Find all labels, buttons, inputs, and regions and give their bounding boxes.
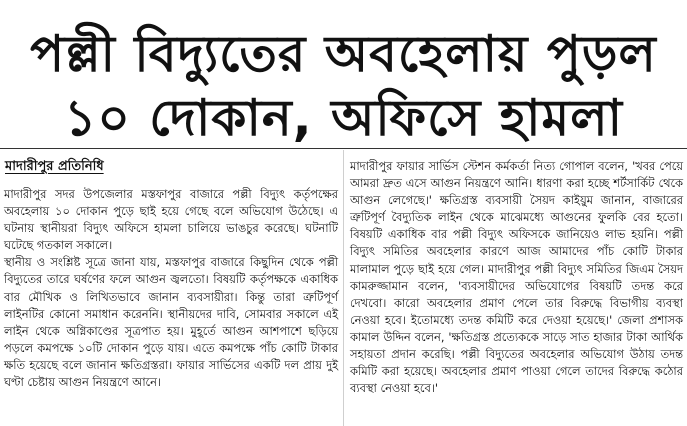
left-column — [4, 186, 338, 391]
headline-line-1: পল্লী বিদ্যুতের অবহেলায় পুড়ল — [30, 25, 657, 83]
headline-line-2: ১০ দোকান, অফিসে হামলা — [63, 89, 624, 147]
column-divider — [343, 150, 344, 426]
headline-divider — [0, 148, 687, 149]
byline: মাদারীপুর প্রতিনিধি — [5, 159, 104, 174]
right-paragraph-1: মাদারীপুর ফায়ার সার্ভিস স্টেশন কর্মকর্তা নিত্য গোপাল বলেন, 'খবর পেয়ে আমরা দ্রুত এসে আগুন নিয়ন্ত্রণে আনি। ধারণা করা হচ্ছে শর্টসার্কিট থেকে আগুন লেগেছে।' ক্ষতিগ্রস্ত ব্যবসায়ী সৈয়দ কাইয়ুম জানান, বাজারের ত্রুটিপূর্ণ বৈদ্যুতিক লাইন থেকে মাঝেমধ্যে আগুনের ফুলকি বের হতো। বিষয়টি একাধিক বার পল্লী বিদ্যুৎ অফিসকে জানিয়েও লাভ হয়নি। পল্লী বিদ্যুৎ সমিতির অবহেলার কারণে আজ আমাদের পাঁচ কোটি টাকার মালামাল পুড়ে ছাই হয়ে গেল। মাদারীপুর পল্লী বিদ্যুৎ সমিতির জিএম সৈয়দ কামরুজ্জামান বলেন, 'ব্যবসায়ীদের অভিযোগের বিষয়টি তদন্ত করে দেখবো। কারো অবহেলার প্রমাণ পেলে তার বিরুদ্ধে বিভাগীয় ব্যবস্থা নেওয়া হবে। ইতোমধ্যে তদন্ত কমিটি করে দেওয়া হয়েছে।' জেলা প্রশাসক কামাল উদ্দিন বলেন, 'ক্ষতিগ্রস্ত প্রত্যেককে সাড়ে সাত হাজার টাকা আর্থিক সহায়তা প্রদান করেছি। পল্লী বিদ্যুতের অবহেলার অভিযোগ উঠায় তদন্ত কমিটি করা হয়েছে। অবহেলার প্রমাণ পাওয়া গেলে তাদের বিরুদ্ধে কঠোর ব্যবস্থা নেওয়া হবে।' — [350, 159, 683, 396]
right-column — [350, 158, 683, 397]
left-paragraph-2: স্থানীয় ও সংশ্লিষ্ট সূত্রে জানা যায়, মস্তফাপুর বাজারে কিছুদিন থেকে পল্লী বিদ্যুতের তারে ঘর্ষণের ফলে আগুন জ্বলতো। বিষয়টি কর্তৃপক্ষকে একাধিক বার মৌখিক ও লিখিতভাবে জানান ব্যবসায়ীরা। কিন্তু তারা ত্রুটিপূর্ণ লাইনটির কোনো সমাধান করেননি। স্থানীয়দের দাবি, সোমবার সকালে এই লাইন থেকে অগ্নিকাণ্ডের সূত্রপাত হয়। মুহূর্তে আগুন আশপাশে ছড়িয়ে পড়লে কমপক্ষে ১০টি দোকান পুড়ে যায়। এতে কমপক্ষে পাঁচ কোটি টাকার ক্ষতি হয়েছে বলে জানান ক্ষতিগ্রস্তরা। ফায়ার সার্ভিসের একটি দল প্রায় দুই ঘণ্টা চেষ্টায় আগুন নিয়ন্ত্রণে আনে। — [4, 255, 338, 390]
left-paragraph-1: মাদারীপুর সদর উপজেলার মস্তফাপুর বাজারে পল্লী বিদ্যুৎ কর্তৃপক্ষের অবহেলায় ১০ দোকান পুড়ে ছাই হয়ে গেছে বলে অভিযোগ উঠেছে। এ ঘটনায় স্থানীয়রা বিদ্যুৎ অফিসে হামলা চালিয়ে ভাঙচুর করেছে। ঘটনাটি ঘটেছে গতকাল সকালে। — [4, 187, 338, 253]
